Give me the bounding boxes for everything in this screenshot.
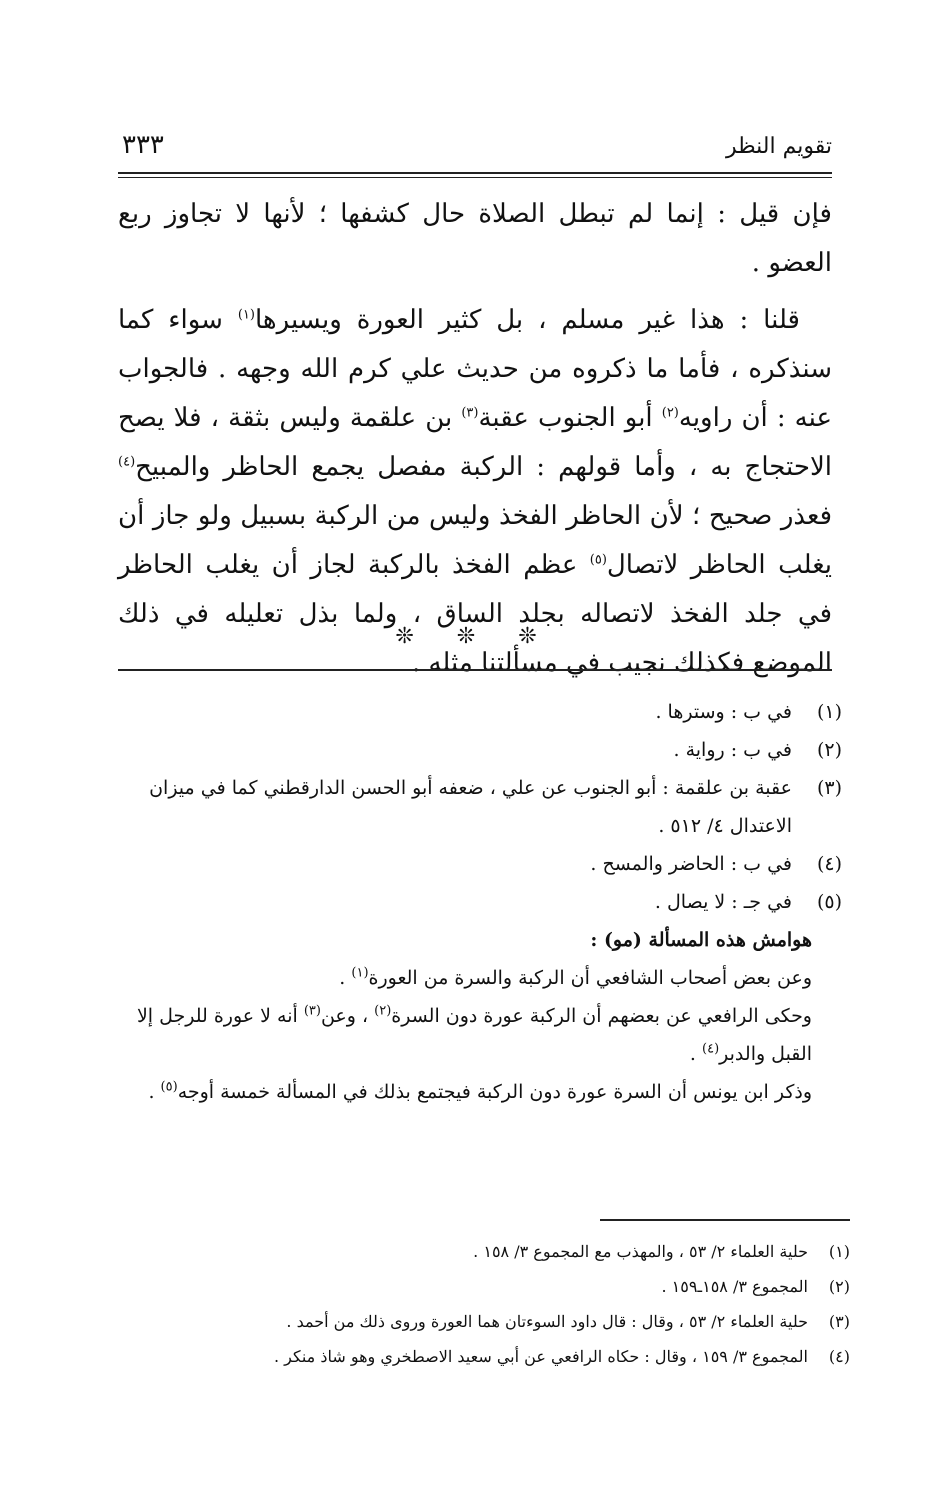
footnote-ref: (٣) (461, 405, 479, 421)
sub-footnote: (٣) حلية العلماء ٢/ ٥٣ ، وقال : قال داود السوءتان هما العورة وروى ذلك من أحمد . (286, 1312, 850, 1331)
footnote-ref: (٥) (589, 552, 607, 568)
margin-note: وحكى الرافعي عن بعضهم أن الركبة عورة دون السرة$^{(٢)}$ ، وعن$^{(٣)}$ أنه لا عورة للرجل إلا القبل والدبر$^{(٤)}$ . (136, 1003, 812, 1065)
sub-footnotes (140, 1234, 850, 1374)
margin-notes (118, 921, 842, 1111)
footnote: (٤) في ب : الحاضر والمسح . (590, 853, 842, 875)
section-separator: ❊ ❊ ❊ (395, 624, 555, 649)
sub-footnote: (٢) المجموع ٣/ ١٥٨ـ١٥٩ . (661, 1277, 850, 1296)
footnote: (٥) في جـ : لا يصال . (654, 891, 842, 913)
sub-footnote: (١) حلية العلماء ٢/ ٥٣ ، والمهذب مع المجموع ٣/ ١٥٨ . (473, 1242, 850, 1261)
running-title: تقويم النظر (725, 134, 832, 159)
margin-note: وذكر ابن يونس أن السرة عورة دون الركبة فيجتمع بذلك في المسألة خمسة أوجه$^{(٥)}$ . (148, 1079, 812, 1103)
footnote: (٢) في ب : رواية . (673, 739, 842, 761)
header-rule (118, 172, 832, 178)
margin-notes-heading: هوامش هذه المسألة (مو) : (590, 929, 812, 951)
footnote-ref: (١) (351, 965, 369, 981)
paragraph-objection: فإن قيل : إنما لم تبطل الصلاة حال كشفها ؛ لأنها لا تجاوز ربع العضو . (118, 199, 832, 278)
footnote-ref: (٢) (661, 405, 679, 421)
footnote-rule (118, 669, 832, 671)
running-header (118, 128, 832, 168)
footnote-ref: (٢) (374, 1003, 392, 1019)
footnote-ref: (٥) (160, 1079, 178, 1095)
sub-footnote: (٤) المجموع ٣/ ١٥٩ ، وقال : حكاه الرافعي عن أبي سعيد الاصطخري وهو شاذ منكر . (274, 1347, 850, 1366)
subnote-rule (600, 1219, 850, 1221)
footnotes (118, 693, 842, 1111)
paragraph-reply: قلنا : هذا غير مسلم ، بل كثير العورة ويسيرها$^{(١)}$ سواء كما سنذكره ، فأما ما ذكروه من حديث علي كرم الله وجهه . فالجواب عنه : أن راويه$^{(٢)}$ أبو الجنوب عقبة$^{(٣)}$ بن علقمة وليس بثقة ، فلا يصح الاحتجاج به ، وأما قولهم : الركبة مفصل يجمع الحاظر والمبيح$^{(٤)}$ فعذر صحيح ؛ لأن الحاظر الفخذ وليس من الركبة بسبيل ولو جاز أن يغلب الحاظر لاتصال$^{(٥)}$ عظم الفخذ بالركبة لجاز أن يغلب الحاظر في جلد الفخذ لاتصاله بجلد الساق ، ولما بذل تعليله في ذلك الموضع فكذلك نجيب في مسألتنا مثله . (118, 305, 832, 678)
page-number: ٣٣٣ (122, 130, 164, 160)
footnote-ref: (٤) (702, 1041, 720, 1057)
margin-note: وعن بعض أصحاب الشافعي أن الركبة والسرة من العورة$^{(١)}$ . (339, 965, 812, 989)
main-text (118, 190, 832, 688)
footnote-ref: (٣) (303, 1003, 321, 1019)
footnote-ref: (١) (237, 307, 255, 323)
footnote-ref: (٤) (118, 454, 136, 470)
footnote: (٣) عقبة بن علقمة : أبو الجنوب عن علي ، ضعفه أبو الحسن الدارقطني كما في ميزان الاعتدال ٤/ ٥١٢ . (149, 777, 842, 837)
footnote: (١) في ب : وسترها . (655, 701, 842, 723)
